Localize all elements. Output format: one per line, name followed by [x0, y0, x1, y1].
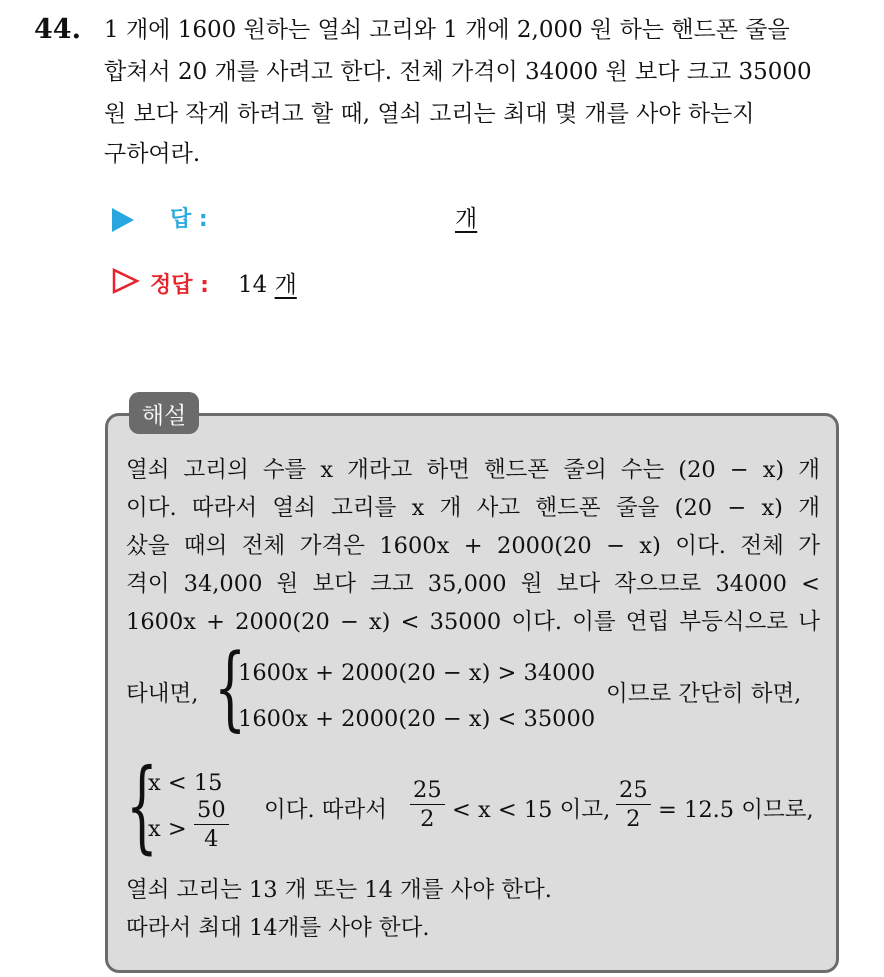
system1-brace: { [214, 634, 247, 741]
correct-answer [238, 266, 297, 299]
question-line-4: 구하여라. [104, 141, 201, 167]
answer-unit-text: 개 [455, 206, 478, 232]
explanation-line-4: 격이 34,000 원 보다 크고 35,000 원 보다 작으므로 34000 < [126, 571, 820, 597]
explanation-final-1: 열쇠 고리는 13 개 또는 14 개를 사야 한다. [126, 877, 552, 903]
system1-suffix: 이므로 간단히 하면, [606, 681, 802, 707]
answer-label: 답 : [170, 207, 208, 232]
answer-triangle-icon [112, 208, 134, 232]
system1-prefix: 타내면, [126, 681, 199, 707]
correct-label: 정답 : [150, 273, 209, 298]
question-number: 44. [34, 14, 81, 45]
system2-end: = 12.5 이므로, [658, 797, 814, 823]
system2-mid: < x < 15 이고, [452, 797, 611, 823]
system1-eq1: 1600x + 2000(20 − x) > 34000 [238, 660, 596, 686]
frac-50-numerator: 50 [194, 796, 229, 825]
correct-unit: 개 [274, 272, 297, 298]
correct-value: 14 [238, 272, 268, 298]
system2-brace: { [126, 747, 158, 864]
explanation-final-2: 따라서 최대 14개를 사야 한다. [126, 915, 430, 941]
question-line-1: 1 개에 1600 원하는 열쇠 고리와 1 개에 2,000 원 하는 핸드폰 줄을 [104, 17, 790, 43]
question-line-3: 원 보다 작게 하려고 할 때, 열쇠 고리는 최대 몇 개를 사야 하는지 [104, 101, 755, 127]
system2-eq1: x < 15 [148, 770, 223, 796]
explanation-line-5: 1600x + 2000(20 − x) < 35000 이다. 이를 연립 부등식으로 나 [126, 609, 820, 635]
system2-text1: 이다. 따라서 [264, 797, 387, 823]
system1-eq2: 1600x + 2000(20 − x) < 35000 [238, 706, 596, 732]
frac-25-over-2-b [616, 776, 651, 833]
frac-25a-denominator: 2 [420, 806, 435, 832]
explanation-line-2: 이다. 따라서 열쇠 고리를 x 개 사고 핸드폰 줄을 (20 − x) 개 [126, 495, 820, 521]
answer-unit[interactable] [455, 200, 477, 233]
question-line-2: 합쳐서 20 개를 사려고 한다. 전체 가격이 34000 원 보다 크고 35000 [104, 59, 812, 85]
explanation-title: 해설 [129, 392, 199, 434]
system2-eq2-left: x > [148, 816, 187, 842]
frac-50-denominator: 4 [204, 826, 219, 852]
explanation-line-1: 열쇠 고리의 수를 x 개라고 하면 핸드폰 줄의 수는 (20 − x) 개 [126, 457, 820, 483]
frac-25b-denominator: 2 [626, 806, 641, 832]
explanation-line-3: 샀을 때의 전체 가격은 1600x + 2000(20 − x) 이다. 전체 가 [126, 533, 820, 559]
frac-25-over-2-a [410, 776, 445, 833]
frac-25b-numerator: 25 [616, 776, 651, 805]
correct-triangle-icon [112, 268, 140, 294]
frac-50-over-4 [194, 796, 229, 853]
frac-25a-numerator: 25 [410, 776, 445, 805]
